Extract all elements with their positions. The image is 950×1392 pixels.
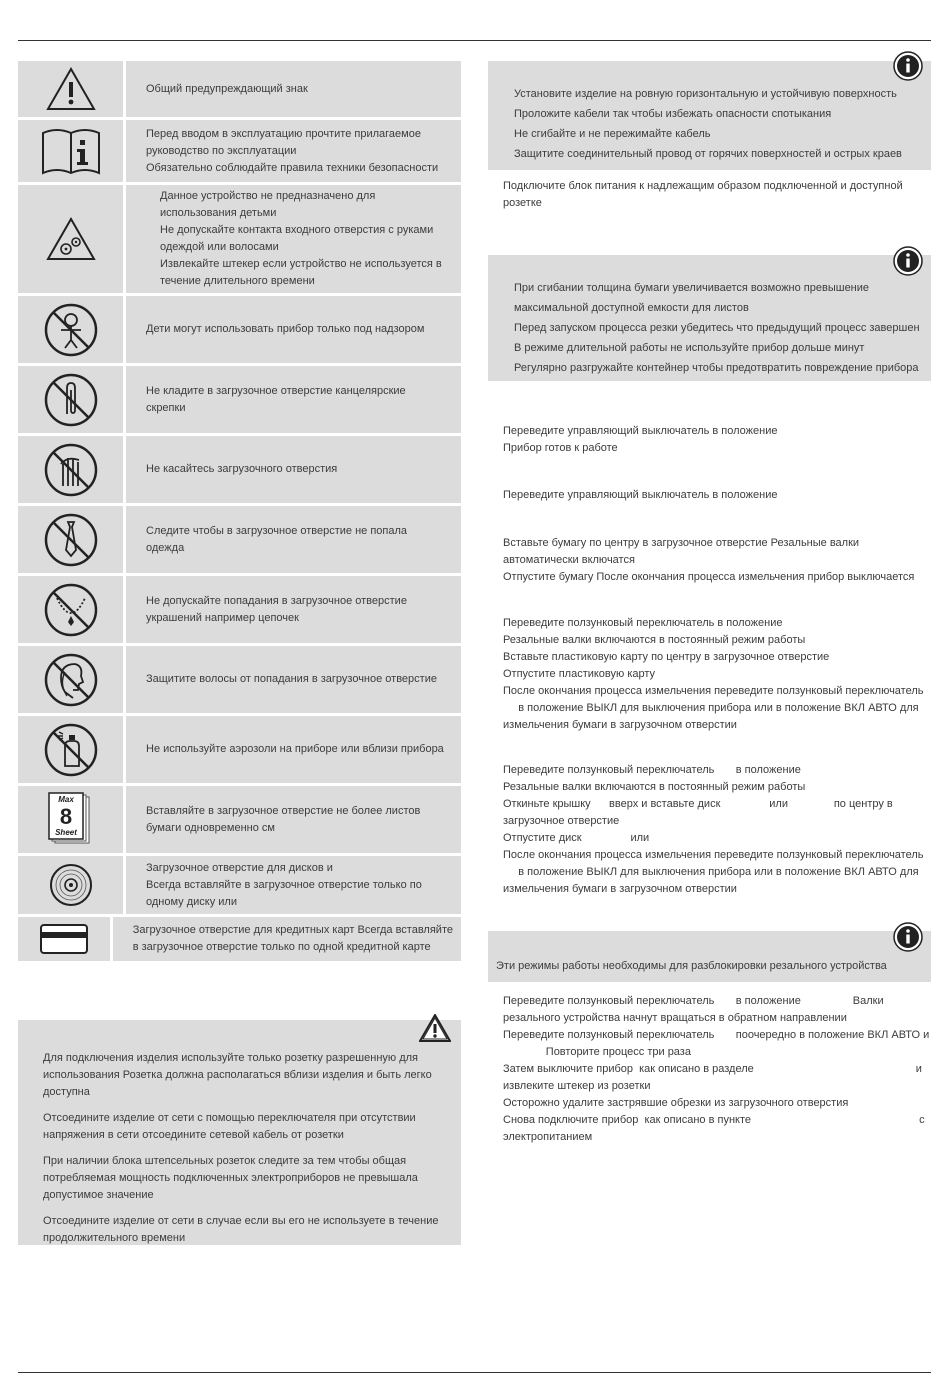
disc-icon bbox=[48, 862, 94, 908]
warning-triangle-icon bbox=[419, 1014, 451, 1042]
symbol-text: Не допускайте контакта входного отверстия с руками bbox=[160, 224, 434, 236]
symbol-text: Не допускайте попадания в загрузочное отверстие bbox=[146, 594, 407, 607]
symbol-row bbox=[18, 716, 461, 783]
setup-info-box bbox=[488, 61, 931, 170]
symbol-text: одному диску или bbox=[146, 895, 237, 908]
max-sheets-icon bbox=[47, 791, 95, 849]
symbol-row bbox=[18, 185, 461, 293]
warning-paragraph: При наличии блока штепсельных розеток следите за тем чтобы общая потребляемая мощность подключенных электроприборов не превышала допустимое значение bbox=[43, 1155, 418, 1201]
switch-on-text: Переведите управляющий выключатель в положение Прибор готов к работе bbox=[503, 425, 778, 454]
symbol-row bbox=[18, 61, 461, 117]
no-hand-icon bbox=[43, 442, 99, 498]
info-icon bbox=[893, 246, 923, 276]
symbol-text: Обязательно соблюдайте правила техники безопасности bbox=[146, 161, 439, 174]
paper-auto-text: Вставьте бумагу по центру в загрузочное отверстие Резальные валки автоматически включатся Отпустите бумагу После окончания процесса измельчения прибор выключается bbox=[503, 537, 915, 583]
symbol-text: использования детьми bbox=[160, 207, 277, 219]
symbol-row bbox=[18, 120, 461, 182]
info-icon bbox=[893, 51, 923, 81]
symbol-row bbox=[18, 786, 461, 853]
warning-paragraph: Для подключения изделия используйте только розетку разрешенную для использования Розетка должна располагаться вблизи изделия и быть легко доступна bbox=[43, 1052, 432, 1098]
symbol-text: в загрузочное отверстие только по одной кредитной карте bbox=[132, 941, 431, 953]
symbol-text: скрепки bbox=[146, 401, 186, 414]
no-paperclip-icon bbox=[43, 372, 99, 428]
symbol-row bbox=[18, 576, 461, 643]
symbols-table bbox=[18, 61, 461, 964]
symbol-text: Всегда вставляйте в загрузочное отверстие только по bbox=[146, 878, 422, 891]
bottom-rule bbox=[18, 1372, 931, 1373]
operation-item: Регулярно разгружайте контейнер чтобы предотвратить повреждение прибора bbox=[514, 362, 919, 374]
operation-item: При сгибании толщина бумаги увеличивается возможно превышение bbox=[514, 282, 870, 294]
unblock-info-text: Эти режимы работы необходимы для разблокировки резального устройства bbox=[496, 960, 887, 972]
symbol-row bbox=[18, 917, 461, 961]
switch-off-text: Переведите управляющий выключатель в положение bbox=[503, 489, 778, 501]
symbol-text: Не касайтесь загрузочного отверстия bbox=[146, 463, 338, 475]
unblock-steps-text: Переведите ползунковый переключатель в положение Валки резального устройства начнут вращаться в обратном направлении Переведите ползунковый переключатель поочередно в положение ВКЛ АВТО и Повторите процесс три раза Затем выключите прибор как описано в разделе и извлеките штекер из розетки Осторожно удалите застрявшие обрезки из загрузочного отверстия Снова подключите прибор как описано в пункте с электропитанием bbox=[503, 995, 930, 1143]
symbol-text: Следите чтобы в загрузочное отверстие не попала bbox=[146, 524, 408, 537]
no-necklace-icon bbox=[43, 582, 99, 638]
symbol-text: одежда bbox=[146, 541, 185, 554]
symbol-text: Защитите волосы от попадания в загрузочное отверстие bbox=[146, 673, 437, 685]
symbol-text: украшений например цепочек bbox=[146, 611, 299, 624]
symbol-text: одеждой или волосами bbox=[160, 241, 279, 253]
symbol-row bbox=[18, 856, 461, 914]
operation-item: В режиме длительной работы не используйте прибор дольше минут bbox=[514, 342, 865, 354]
symbol-text: Извлекайте штекер если устройство не используется в bbox=[160, 258, 442, 270]
symbol-text: Загрузочное отверстие для кредитных карт Всегда вставляйте bbox=[132, 924, 453, 936]
info-icon bbox=[893, 922, 923, 952]
symbol-text: Вставляйте в загрузочное отверстие не более листов bbox=[146, 804, 421, 817]
manual-info-icon bbox=[39, 125, 103, 177]
symbol-text: руководство по эксплуатации bbox=[146, 144, 297, 157]
symbol-text: Данное устройство не предназначено для bbox=[160, 190, 376, 202]
symbol-text: Не кладите в загрузочное отверстие канцелярские bbox=[146, 384, 406, 397]
max-number: 8 bbox=[59, 803, 72, 829]
symbol-text: Не используйте аэрозоли на приборе или вблизи прибора bbox=[146, 743, 444, 755]
setup-item: Проложите кабели так чтобы избежать опасности спотыкания bbox=[514, 108, 832, 120]
operation-item: максимальной доступной емкости для листов bbox=[514, 302, 749, 314]
rotating-parts-icon bbox=[45, 216, 97, 262]
unblock-info-box bbox=[488, 931, 931, 982]
setup-item: Не сгибайте и не пережимайте кабель bbox=[514, 128, 711, 140]
symbol-row bbox=[18, 506, 461, 573]
card-mode-text: Переведите ползунковый переключатель в положение Резальные валки включаются в постоянный режим работы Вставьте пластиковую карту по центру в загрузочное отверстие Отпустите пластиковую карту После окончания процесса измельчения переведите ползунковый переключатель в положение ВЫКЛ для выключения прибора или в положение ВКЛ АВТО для измельчения бумаги в загрузочном отверстии bbox=[503, 617, 924, 731]
no-aerosol-icon bbox=[43, 722, 99, 778]
symbol-text: течение длительного времени bbox=[160, 275, 315, 287]
symbol-text: Общий предупреждающий знак bbox=[146, 82, 308, 95]
no-children-icon bbox=[43, 302, 99, 358]
no-hair-icon bbox=[43, 652, 99, 708]
max-label: Max bbox=[57, 794, 74, 804]
symbol-text: Загрузочное отверстие для дисков и bbox=[146, 861, 333, 874]
symbol-row bbox=[18, 296, 461, 363]
operation-info-box bbox=[488, 255, 931, 381]
credit-card-icon bbox=[39, 923, 89, 955]
connect-text: Подключите блок питания к надлежащим образом подключенной и доступной розетке bbox=[503, 180, 903, 209]
no-tie-icon bbox=[43, 512, 99, 568]
symbol-text: Дети могут использовать прибор только под надзором bbox=[146, 323, 425, 335]
sheet-label: Sheet bbox=[54, 827, 77, 837]
operation-item: Перед запуском процесса резки убедитесь что предыдущий процесс завершен bbox=[514, 322, 920, 334]
top-rule bbox=[18, 40, 931, 41]
electrical-warning-box bbox=[18, 1020, 461, 1245]
symbol-row bbox=[18, 436, 461, 503]
warning-paragraph: Отсоедините изделие от сети в случае если вы его не используете в течение продолжительного времени bbox=[43, 1215, 439, 1244]
symbol-text: бумаги одновременно см bbox=[146, 821, 275, 834]
setup-item: Установите изделие на ровную горизонтальную и устойчивую поверхность bbox=[514, 88, 897, 100]
setup-item: Защитите соединительный провод от горячих поверхностей и острых краев bbox=[514, 148, 902, 160]
warning-paragraph: Отсоедините изделие от сети с помощью переключателя при отсутствии напряжения в сети отсоедините сетевой кабель от розетки bbox=[43, 1112, 416, 1141]
symbol-row bbox=[18, 646, 461, 713]
warning-triangle-icon bbox=[45, 66, 97, 112]
symbol-text: Перед вводом в эксплуатацию прочтите прилагаемое bbox=[146, 127, 421, 140]
symbol-row bbox=[18, 366, 461, 433]
disc-mode-text: Переведите ползунковый переключатель в положение Резальные валки включаются в постоянный режим работы Откиньте крышку вверх и вставьте диск или по центру в загрузочное отверстие Отпустите диск или После окончания процесса измельчения переведите ползунковый переключатель в положение ВЫКЛ для выключения прибора или в положение ВКЛ АВТО для измельчения бумаги в загрузочном отверстии bbox=[503, 764, 924, 895]
